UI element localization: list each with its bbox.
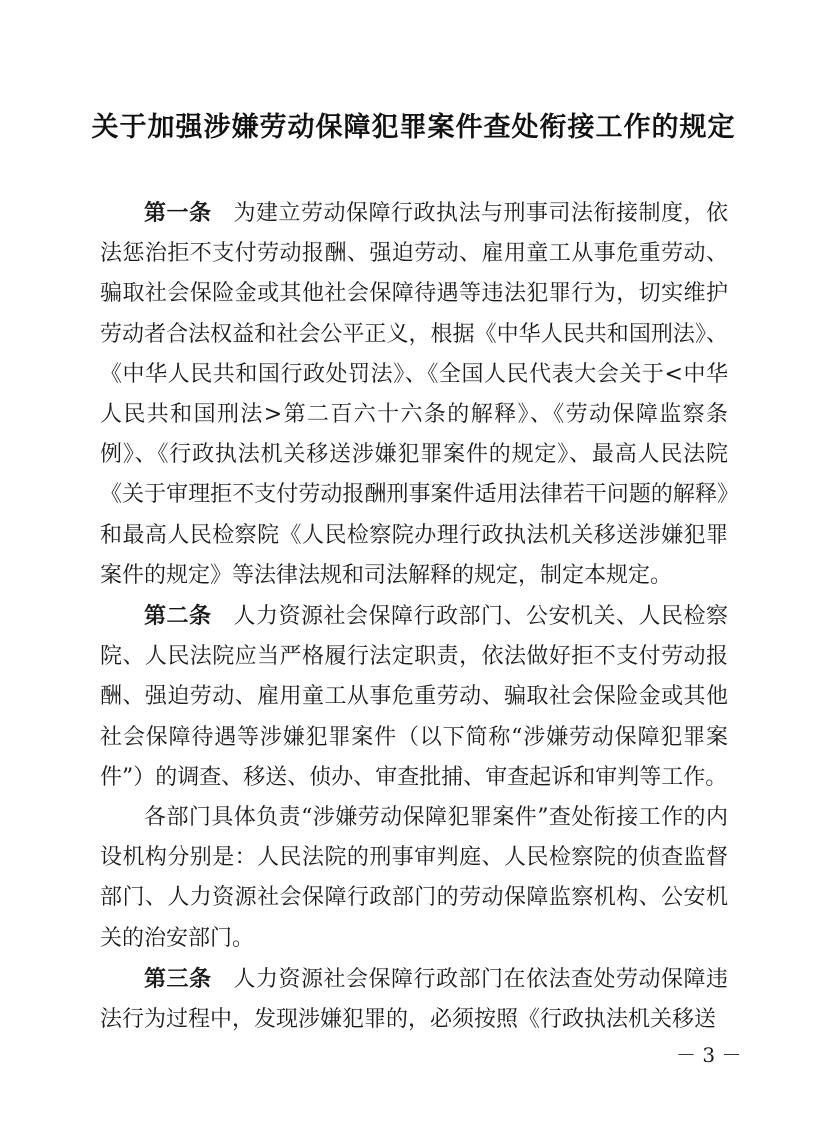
page-number: － 3 － xyxy=(676,1043,742,1067)
article-3 xyxy=(100,959,728,1040)
article-label: 第三条 xyxy=(144,965,212,992)
article-label: 第一条 xyxy=(144,200,212,226)
article-2-paragraph-2 xyxy=(100,798,728,959)
article-2 xyxy=(100,596,728,798)
document-body xyxy=(100,193,728,1040)
article-text: 各部门具体负责“涉嫌劳动保障犯罪案件”查处衔接工作的内设机构分别是：人民法院的刑事审判庭、人民检察院的侦查监督部门、人力资源社会保障行政部门的劳动保障监察机构、公安机关的治安部门。 xyxy=(100,805,728,951)
article-text: 人力资源社会保障行政部门在依法查处劳动保障违法行为过程中，发现涉嫌犯罪的，必须按照《行政执法机关移送 xyxy=(100,966,728,1033)
article-text: 为建立劳动保障行政执法与刑事司法衔接制度，依法惩治拒不支付劳动报酬、强迫劳动、雇用童工从事危重劳动、骗取社会保险金或其他社会保障待遇等违法犯罪行为，切实维护劳动者合法权益和社会公平正义，根据《中华人民共和国刑法》、《中华人民共和国行政处罚法》、《全国人民代表大会关于<中华人民共和国刑法>第二百六十六条的解释》、《劳动保障监察条例》、《行政执法机关移送涉嫌犯罪案件的规定》、最高人民法院《关于审理拒不支付劳动报酬刑事案件适用法律若干问题的解释》和最高人民检察院《人民检察院办理行政执法机关移送涉嫌犯罪案件的规定》等法律法规和司法解释的规定，制定本规定。 xyxy=(100,201,728,588)
document-title: 关于加强涉嫌劳动保障犯罪案件查处衔接工作的规定 xyxy=(91,112,736,143)
article-text: 人力资源社会保障行政部门、公安机关、人民检察院、人民法院应当严格履行法定职责，依法做好拒不支付劳动报酬、强迫劳动、雇用童工从事危重劳动、骗取社会保险金或其他社会保障待遇等涉嫌犯罪案件（以下简称“涉嫌劳动保障犯罪案件”）的调查、移送、侦办、审查批捕、审查起诉和审判等工作。 xyxy=(100,604,728,790)
article-1 xyxy=(100,193,728,596)
article-label: 第二条 xyxy=(144,603,212,630)
